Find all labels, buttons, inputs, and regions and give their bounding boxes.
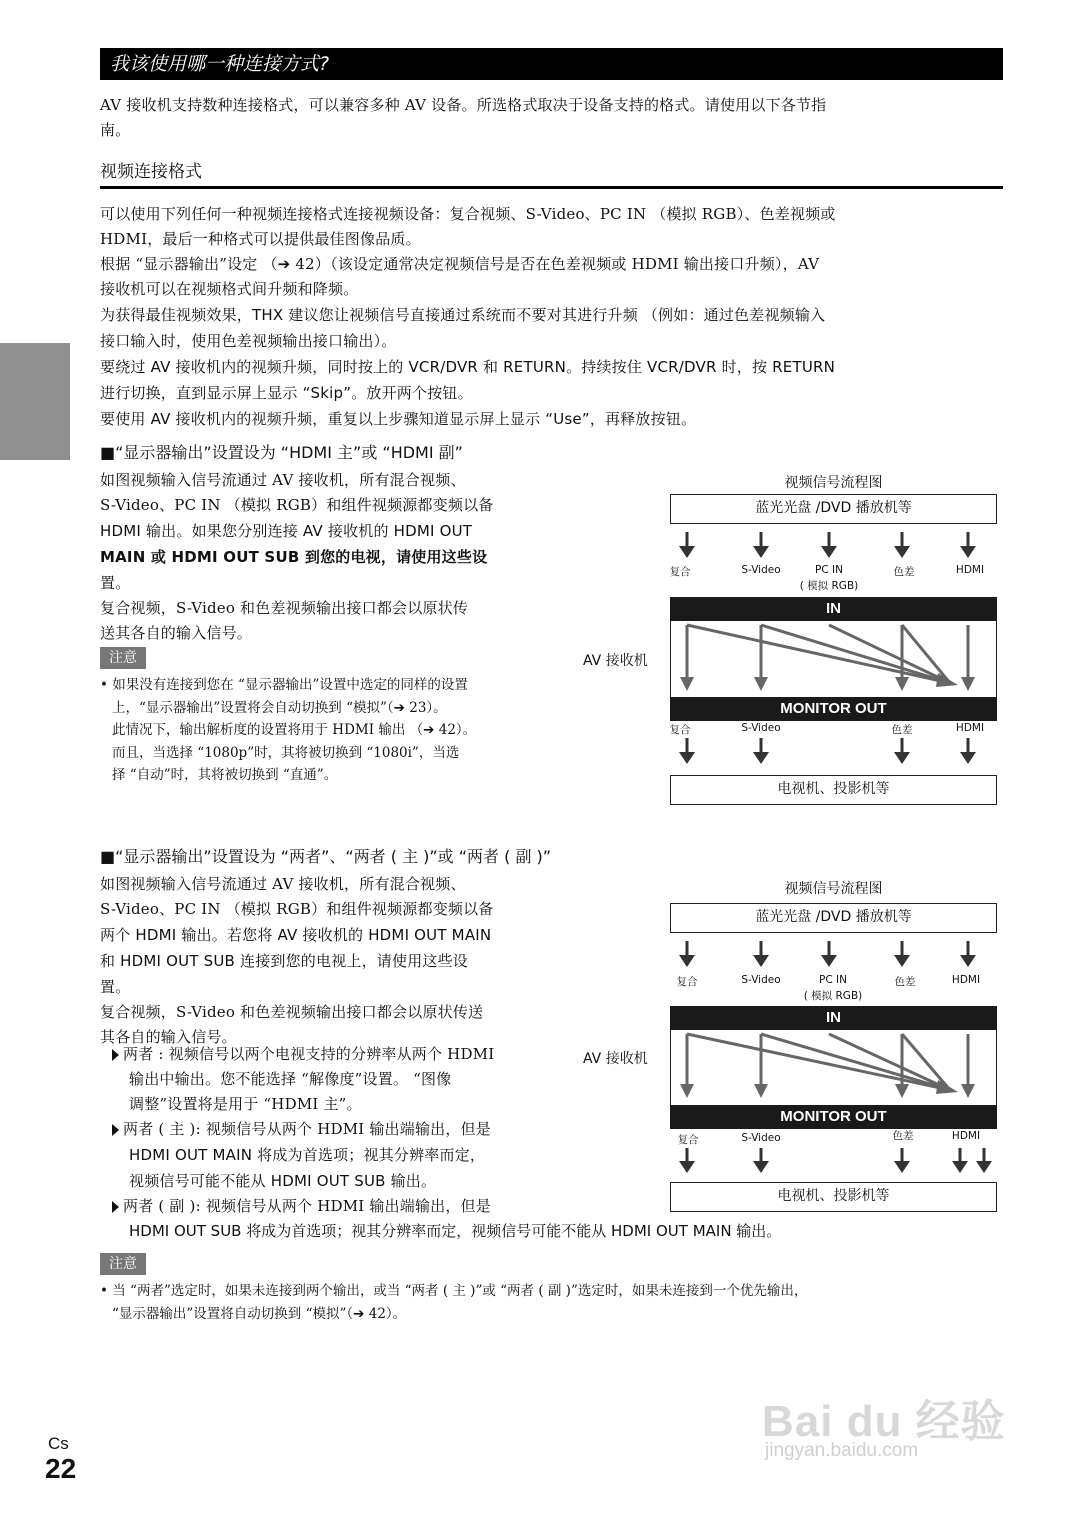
text-line: 根据 “显示器输出”设定 （➔ 42）（该设定通常决定视频信号是否在色差视频或 HDMI 输出接口升频），AV bbox=[100, 255, 820, 273]
note-line: 而且，当选择 “1080p”时，其将被切换到 “1080i”，当选 bbox=[112, 744, 460, 761]
monitor-out-bar: MONITOR OUT bbox=[670, 1105, 997, 1129]
triangle-bullet-icon bbox=[112, 1124, 119, 1136]
monitor-out-bar: MONITOR OUT bbox=[670, 697, 997, 721]
receiver-flow-lines bbox=[670, 621, 997, 697]
text-line: 置。 bbox=[100, 978, 131, 996]
output-label-svideo: S-Video bbox=[741, 1132, 781, 1144]
output-label-composite: 复合 bbox=[677, 1134, 699, 1146]
source-device-box: 蓝光光盘 /DVD 播放机等 bbox=[670, 494, 997, 524]
text-line: 接口输入时，使用色差视频输出接口输出）。 bbox=[100, 332, 397, 350]
text-line: 接收机可以在视频格式间升频和降频。 bbox=[100, 280, 359, 298]
input-label-composite: 复合 bbox=[669, 566, 691, 578]
watermark-logo: Bai du 经验 bbox=[762, 1397, 1006, 1446]
input-label-hdmi: HDMI bbox=[955, 564, 985, 576]
text-line: 要使用 AV 接收机内的视频升频，重复以上步骤知道显示屏上显示 “Use”，再释放按钮。 bbox=[100, 410, 697, 428]
note-line: • 当 “两者”选定时，如果未连接到两个输出，或当 “两者 ( 主 )”或 “两者 ( 副 )”选定时，如果未连接到一个优先输出， bbox=[100, 1283, 808, 1299]
triangle-bullet-icon bbox=[112, 1049, 119, 1061]
text-line: 复合视频，S-Video 和色差视频输出接口都会以原状传 bbox=[100, 599, 469, 617]
note-line: 此情况下，输出解析度的设置将用于 HDMI 输出 （➔ 42）。 bbox=[112, 722, 477, 738]
input-label-component: 色差 bbox=[893, 566, 915, 578]
output-label-component: 色差 bbox=[892, 1130, 914, 1142]
input-label-component: 色差 bbox=[894, 976, 916, 988]
subsection-heading-hdmi: ■“显示器输出”设置设为 “HDMI 主”或 “HDMI 副” bbox=[100, 443, 463, 462]
chapter-side-tab bbox=[0, 343, 70, 460]
input-label-hdmi: HDMI bbox=[951, 974, 981, 986]
intro-paragraph bbox=[100, 93, 1010, 143]
note-text bbox=[100, 674, 570, 787]
subsection-body-both bbox=[100, 872, 575, 1050]
video-section-body bbox=[100, 202, 1015, 432]
signal-flow-diagram bbox=[583, 470, 1003, 810]
intro-line: AV 接收机支持数种连接格式，可以兼容多种 AV 设备。所选格式取决于设备支持的格式。请使用以下各节指 bbox=[100, 96, 827, 114]
bullet-line: HDMI OUT MAIN 将成为首选项；视其分辨率而定， bbox=[129, 1146, 486, 1164]
text-line: HDMI，最后一种格式可以提供最佳图像品质。 bbox=[100, 230, 421, 248]
input-label-pcin-sub: ( 模拟 RGB) bbox=[803, 990, 863, 1002]
note-text bbox=[100, 1280, 1010, 1325]
output-label-svideo: S-Video bbox=[741, 722, 781, 734]
note-line: 择 “自动”时，其将被切换到 “直通”。 bbox=[112, 767, 338, 783]
watermark-url: jingyan.baidu.com bbox=[765, 1440, 919, 1461]
output-label-composite: 复合 bbox=[669, 724, 691, 736]
text-line: 为获得最佳视频效果，THX 建议您让视频信号直接通过系统而不要对其进行升频 （例如：通过色差视频输入 bbox=[100, 306, 826, 324]
signal-flow-diagram bbox=[583, 878, 1003, 1218]
text-line: 置。 bbox=[100, 574, 131, 592]
text-line: HDMI 输出。如果您分别连接 AV 接收机的 HDMI OUT bbox=[100, 522, 473, 540]
subsection-body-hdmi bbox=[100, 468, 570, 646]
destination-device-box: 电视机、投影机等 bbox=[670, 775, 997, 805]
input-label-svideo: S-Video bbox=[741, 974, 781, 986]
text-line: 如图视频输入信号流通过 AV 接收机，所有混合视频、 bbox=[100, 471, 466, 489]
text-line: 可以使用下列任何一种视频连接格式连接视频设备：复合视频、S-Video、PC IN （模拟 RGB）、色差视频或 bbox=[100, 205, 836, 223]
note-tag: 注意 bbox=[100, 647, 146, 669]
subsection-heading-both: ■“显示器输出”设置设为 “两者”、“两者 ( 主 )”或 “两者 ( 副 )” bbox=[100, 847, 552, 866]
output-arrows bbox=[670, 1146, 1000, 1180]
page-title: 我该使用哪一种连接方式? bbox=[100, 48, 1003, 80]
text-line: 送其各自的输入信号。 bbox=[100, 624, 253, 642]
note-line: “显示器输出”设置将自动切换到 “模拟”（➔ 42）。 bbox=[112, 1305, 407, 1322]
text-line: 如图视频输入信号流通过 AV 接收机，所有混合视频、 bbox=[100, 875, 466, 893]
diagram-title: 视频信号流程图 bbox=[784, 475, 883, 491]
bullet-both: 两者 : 视频信号以两个电视支持的分辨率从两个 HDMI bbox=[112, 1042, 582, 1067]
text-line: S-Video、PC IN （模拟 RGB）和组件视频源都变频以备 bbox=[100, 900, 494, 918]
destination-device-box: 电视机、投影机等 bbox=[670, 1182, 997, 1212]
receiver-label: AV 接收机 bbox=[583, 1051, 648, 1067]
bullet-both-main: 两者 ( 主 ): 视频信号从两个 HDMI 输出端输出，但是 bbox=[112, 1117, 582, 1142]
bullet-line: 视频信号可能不能从 HDMI OUT SUB 输出。 bbox=[129, 1172, 437, 1190]
text-line: 其各自的输入信号。 bbox=[100, 1028, 237, 1046]
input-label-pcin: PC IN bbox=[815, 564, 843, 576]
receiver-label: AV 接收机 bbox=[583, 653, 648, 669]
text-line: S-Video、PC IN （模拟 RGB）和组件视频源都变频以备 bbox=[100, 496, 494, 514]
diagram-title: 视频信号流程图 bbox=[784, 881, 883, 897]
input-label-composite: 复合 bbox=[676, 976, 698, 988]
section-heading-video: 视频连接格式 bbox=[100, 158, 1003, 189]
triangle-bullet-icon bbox=[112, 1201, 119, 1213]
note-line: • 如果没有连接到您在 “显示器输出”设置中选定的同样的设置 bbox=[100, 677, 468, 693]
input-label-pcin: PC IN bbox=[819, 974, 847, 986]
in-bar: IN bbox=[670, 1006, 997, 1030]
intro-line: 南。 bbox=[100, 121, 131, 139]
bullet-line: HDMI OUT SUB 将成为首选项；视其分辨率而定，视频信号可能不能从 HDMI OUT MAIN 输出。 bbox=[129, 1222, 782, 1240]
bullet-line: 输出中输出。您不能选择 “解像度”设置。 “图像 bbox=[129, 1070, 452, 1088]
input-arrows bbox=[670, 526, 997, 562]
output-label-hdmi: HDMI bbox=[951, 1130, 981, 1142]
page-number: 22 bbox=[45, 1453, 77, 1484]
text-line: 复合视频，S-Video 和色差视频输出接口都会以原状传送 bbox=[100, 1003, 484, 1021]
note-tag: 注意 bbox=[100, 1253, 146, 1275]
in-bar: IN bbox=[670, 597, 997, 621]
bullet-both-sub: 两者 ( 副 ): 视频信号从两个 HDMI 输出端输出，但是 bbox=[112, 1194, 582, 1219]
output-label-hdmi: HDMI bbox=[955, 722, 985, 734]
input-label-svideo: S-Video bbox=[741, 564, 781, 576]
text-line: 进行切换，直到显示屏上显示 “Skip”。放开两个按钮。 bbox=[100, 384, 473, 402]
input-arrows bbox=[670, 935, 997, 971]
note-line: 上，“显示器输出”设置将会自动切换到 “模拟”（➔ 23）。 bbox=[112, 699, 447, 716]
text-line: 要绕过 AV 接收机内的视频升频，同时按上的 VCR/DVR 和 RETURN。持续按住 VCR/DVR 时，按 RETURN bbox=[100, 358, 836, 376]
source-device-box: 蓝光光盘 /DVD 播放机等 bbox=[670, 903, 997, 933]
text-line: MAIN 或 HDMI OUT SUB 到您的电视，请使用这些设 bbox=[100, 548, 488, 566]
bullet-line: 调整”设置将是用于 “HDMI 主”。 bbox=[129, 1095, 362, 1113]
output-label-component: 色差 bbox=[891, 724, 913, 736]
text-line: 两个 HDMI 输出。若您将 AV 接收机的 HDMI OUT MAIN bbox=[100, 926, 492, 944]
mode-bullets bbox=[112, 1042, 582, 1219]
receiver-flow-lines bbox=[670, 1030, 997, 1105]
input-label-pcin-sub: ( 模拟 RGB) bbox=[799, 580, 859, 592]
language-code: Cs bbox=[48, 1434, 69, 1453]
text-line: 和 HDMI OUT SUB 连接到您的电视上，请使用这些设 bbox=[100, 952, 469, 970]
output-arrows bbox=[670, 736, 997, 772]
